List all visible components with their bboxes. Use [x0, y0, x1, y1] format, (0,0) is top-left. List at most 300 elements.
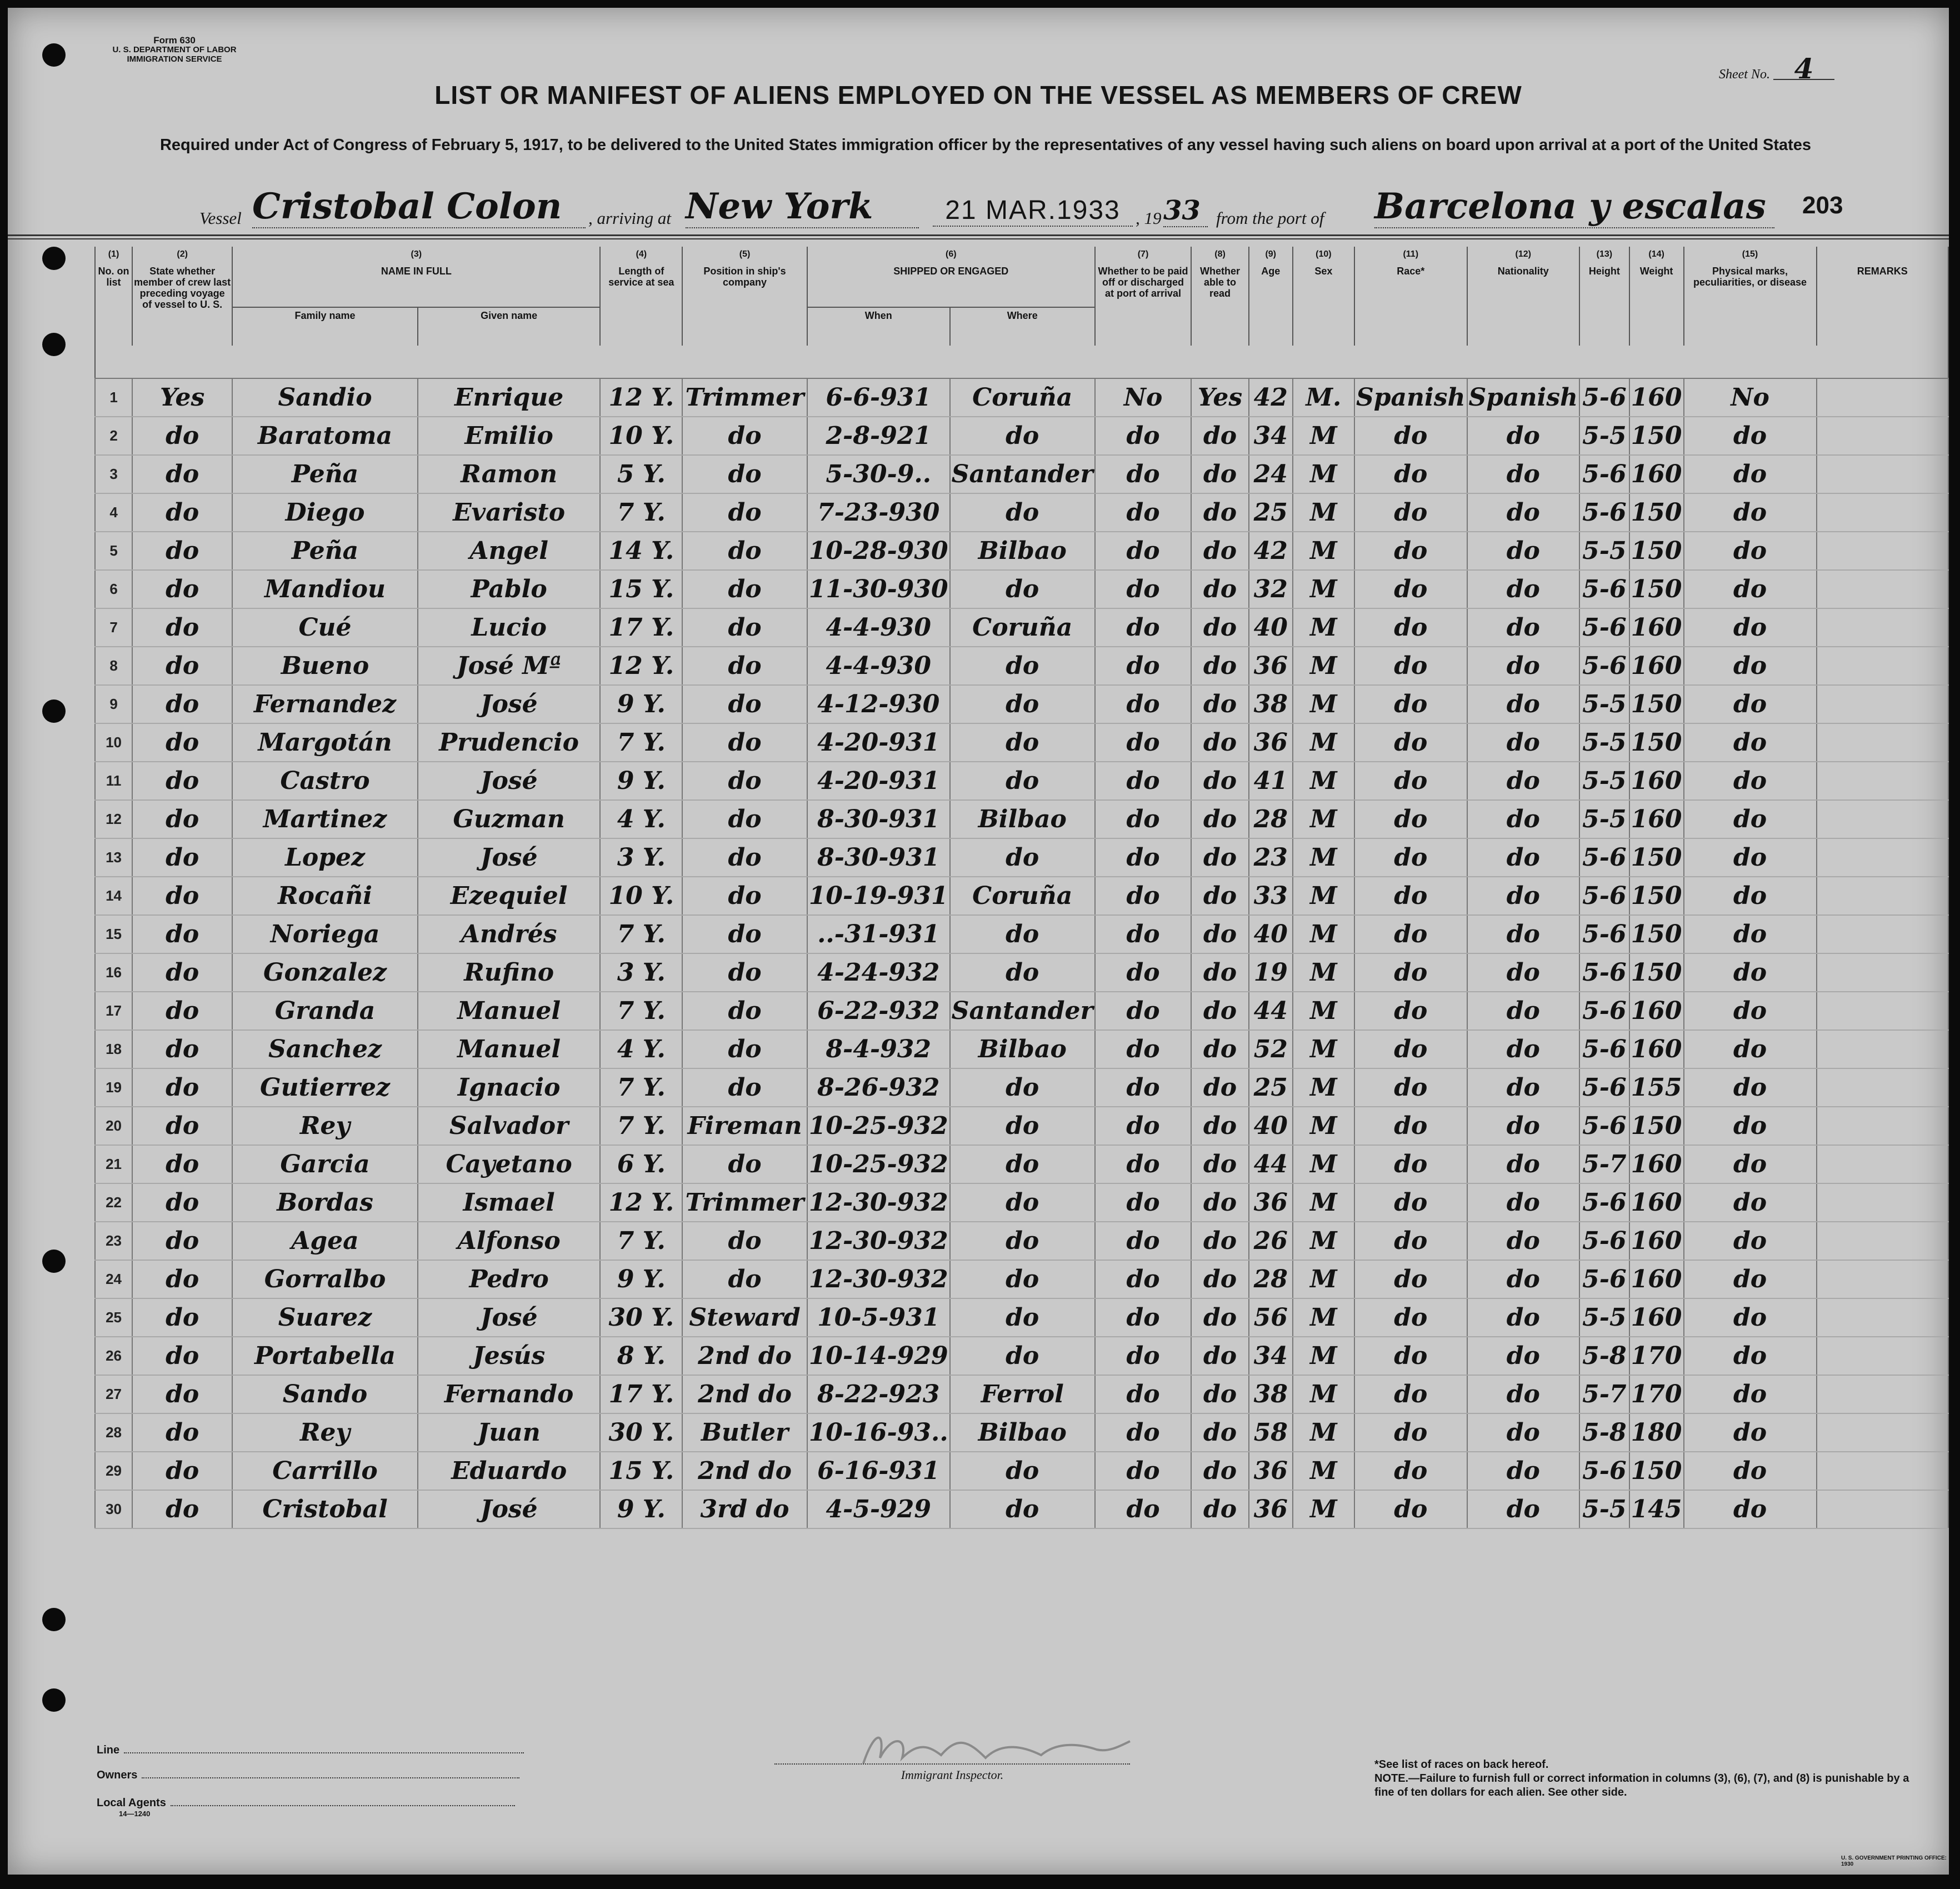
cell-when: 12-30-932: [807, 1183, 950, 1222]
cell-nat: do: [1467, 608, 1580, 647]
table-row: [95, 608, 1948, 647]
cell-position: do: [682, 992, 807, 1030]
cell-race: do: [1354, 992, 1467, 1030]
col-position-header: Position in ship's company: [703, 266, 786, 288]
cell-paid: do: [1095, 417, 1192, 455]
cell-weight: 170: [1629, 1337, 1684, 1375]
cell-where: do: [950, 1337, 1095, 1375]
cell-read: do: [1191, 723, 1248, 762]
cell-marks: do: [1684, 800, 1817, 838]
cell-position: do: [682, 647, 807, 685]
owners-label: Owners: [97, 1769, 138, 1781]
cell-age: 40: [1249, 1107, 1293, 1145]
cell-marks: do: [1684, 493, 1817, 532]
cell-prev: do: [132, 915, 232, 953]
cell-age: 44: [1249, 1145, 1293, 1183]
cell-where: do: [950, 1222, 1095, 1260]
cell-service: 9 Y.: [600, 1260, 682, 1298]
cell-age: 42: [1249, 378, 1293, 417]
cell-no: 30: [95, 1490, 132, 1528]
cell-height: 5-8: [1579, 1413, 1629, 1452]
cell-nat: do: [1467, 1337, 1580, 1375]
cell-nat: do: [1467, 953, 1580, 992]
cell-when: 10-16-93..: [807, 1413, 950, 1452]
cell-when: 8-30-931: [807, 800, 950, 838]
col-where-header: Where: [950, 307, 1095, 346]
cell-race: do: [1354, 762, 1467, 800]
cell-given: José: [418, 685, 601, 723]
table-row: [95, 1107, 1948, 1145]
cell-where: do: [950, 1260, 1095, 1298]
cell-paid: do: [1095, 992, 1192, 1030]
cell-where: Bilbao: [950, 1413, 1095, 1452]
cell-prev: Yes: [132, 378, 232, 417]
cell-when: 10-25-932: [807, 1107, 950, 1145]
cell-age: 25: [1249, 1068, 1293, 1107]
cell-sex: M: [1293, 1452, 1354, 1490]
cell-marks: do: [1684, 1413, 1817, 1452]
cell-remarks: [1817, 647, 1949, 685]
punch-hole: [42, 1688, 66, 1712]
cell-remarks: [1817, 1413, 1949, 1452]
cell-race: do: [1354, 1030, 1467, 1068]
cell-given: Prudencio: [418, 723, 601, 762]
cell-height: 5-8: [1579, 1337, 1629, 1375]
table-row: [95, 838, 1948, 877]
cell-race: do: [1354, 685, 1467, 723]
cell-paid: do: [1095, 953, 1192, 992]
cell-when: 4-4-930: [807, 647, 950, 685]
cell-nat: do: [1467, 877, 1580, 915]
cell-no: 5: [95, 532, 132, 570]
cell-where: do: [950, 1490, 1095, 1528]
cell-position: do: [682, 417, 807, 455]
cell-age: 56: [1249, 1298, 1293, 1337]
cell-family: Carrillo: [232, 1452, 418, 1490]
cell-paid: do: [1095, 455, 1192, 493]
cell-nat: do: [1467, 1375, 1580, 1413]
cell-sex: M: [1293, 915, 1354, 953]
cell-remarks: [1817, 532, 1949, 570]
cell-when: 4-24-932: [807, 953, 950, 992]
cell-race: do: [1354, 1145, 1467, 1183]
from-port-label: from the port of: [1216, 208, 1324, 228]
cell-age: 36: [1249, 1183, 1293, 1222]
punch-hole: [42, 43, 66, 67]
year-prefix: , 19: [1136, 208, 1162, 228]
cell-where: do: [950, 1145, 1095, 1183]
cell-when: 5-30-9..: [807, 455, 950, 493]
cell-sex: M: [1293, 992, 1354, 1030]
cell-position: do: [682, 838, 807, 877]
cell-marks: do: [1684, 1145, 1817, 1183]
cell-remarks: [1817, 992, 1949, 1030]
cell-where: Santander: [950, 992, 1095, 1030]
col-nationality-header: Nationality: [1497, 266, 1549, 277]
cell-prev: do: [132, 1298, 232, 1337]
cell-paid: do: [1095, 1452, 1192, 1490]
arrival-port: New York: [686, 186, 919, 228]
cell-paid: do: [1095, 1413, 1192, 1452]
cell-height: 5-6: [1579, 1183, 1629, 1222]
cell-race: do: [1354, 800, 1467, 838]
cell-position: do: [682, 1222, 807, 1260]
cell-when: ..-31-931: [807, 915, 950, 953]
cell-read: do: [1191, 570, 1248, 608]
service-name: IMMIGRATION SERVICE: [127, 54, 222, 64]
cell-paid: do: [1095, 1375, 1192, 1413]
cell-position: Butler: [682, 1413, 807, 1452]
cell-given: Evaristo: [418, 493, 601, 532]
cell-remarks: [1817, 1375, 1949, 1413]
sheet-value: 4: [1773, 59, 1834, 80]
cell-family: Agea: [232, 1222, 418, 1260]
cell-family: Peña: [232, 455, 418, 493]
cell-paid: do: [1095, 1145, 1192, 1183]
cell-remarks: [1817, 417, 1949, 455]
cell-where: Coruña: [950, 877, 1095, 915]
cell-marks: do: [1684, 532, 1817, 570]
cell-paid: do: [1095, 915, 1192, 953]
cell-paid: do: [1095, 685, 1192, 723]
cell-family: Sanchez: [232, 1030, 418, 1068]
cell-read: do: [1191, 838, 1248, 877]
cell-given: Eduardo: [418, 1452, 601, 1490]
cell-age: 36: [1249, 647, 1293, 685]
cell-prev: do: [132, 1107, 232, 1145]
cell-service: 3 Y.: [600, 838, 682, 877]
cell-service: 7 Y.: [600, 723, 682, 762]
table-row: [95, 1145, 1948, 1183]
cell-position: do: [682, 1030, 807, 1068]
cell-height: 5-5: [1579, 417, 1629, 455]
cell-no: 20: [95, 1107, 132, 1145]
cell-where: Coruña: [950, 378, 1095, 417]
cell-position: do: [682, 493, 807, 532]
cell-paid: do: [1095, 647, 1192, 685]
cell-remarks: [1817, 723, 1949, 762]
cell-nat: do: [1467, 762, 1580, 800]
cell-weight: 160: [1629, 800, 1684, 838]
cell-position: do: [682, 1068, 807, 1107]
table-row: [95, 570, 1948, 608]
header-rule-secondary: [8, 238, 1949, 239]
cell-service: 4 Y.: [600, 1030, 682, 1068]
cell-nat: do: [1467, 1452, 1580, 1490]
cell-when: 10-14-929: [807, 1337, 950, 1375]
table-row: [95, 1222, 1948, 1260]
cell-sex: M: [1293, 1490, 1354, 1528]
cell-service: 15 Y.: [600, 570, 682, 608]
table-row: [95, 953, 1948, 992]
col-no-header: No. on list: [98, 266, 129, 288]
cell-remarks: [1817, 838, 1949, 877]
cell-weight: 150: [1629, 915, 1684, 953]
cell-where: Bilbao: [950, 800, 1095, 838]
cell-height: 5-5: [1579, 762, 1629, 800]
cell-weight: 160: [1629, 378, 1684, 417]
cell-nat: do: [1467, 992, 1580, 1030]
cell-height: 5-5: [1579, 723, 1629, 762]
cell-family: Rocañi: [232, 877, 418, 915]
cell-marks: do: [1684, 608, 1817, 647]
cell-height: 5-5: [1579, 532, 1629, 570]
document-subtitle: Required under Act of Congress of February 5, 1917, to be delivered to the United States immigration officer by the representatives of any vessel having such aliens on board upon arrival at a port of the United States: [159, 136, 1812, 154]
cell-when: 7-23-930: [807, 493, 950, 532]
table-header-row: (1) No. on list (2) State whether member of crew last preceding voyage of vessel to U. S. (3) NAME IN FULL (4) Length of service at sea (5) Position in ship's company (6) SHIPPED OR ENGAGED (7) Whether to be paid off or discharged at port of arrival (8) Whether able to read (9) Age (10) Sex (11) Race* (12) Nationality (13) Height (14) Weight (15) Physical marks, peculiarities, or disease REMARKS: [95, 247, 1948, 307]
cell-race: do: [1354, 953, 1467, 992]
cell-age: 41: [1249, 762, 1293, 800]
cell-prev: do: [132, 877, 232, 915]
cell-sex: M: [1293, 1413, 1354, 1452]
cell-race: do: [1354, 1260, 1467, 1298]
cell-read: do: [1191, 1337, 1248, 1375]
cell-family: Granda: [232, 992, 418, 1030]
cell-marks: do: [1684, 1337, 1817, 1375]
cell-prev: do: [132, 1145, 232, 1183]
cell-weight: 145: [1629, 1490, 1684, 1528]
cell-when: 10-19-931: [807, 877, 950, 915]
cell-service: 10 Y.: [600, 417, 682, 455]
vessel-name: Cristobal Colon: [252, 186, 586, 228]
cell-when: 4-4-930: [807, 608, 950, 647]
cell-weight: 150: [1629, 953, 1684, 992]
cell-age: 44: [1249, 992, 1293, 1030]
cell-given: José: [418, 762, 601, 800]
cell-weight: 160: [1629, 762, 1684, 800]
cell-sex: M: [1293, 417, 1354, 455]
cell-weight: 160: [1629, 1260, 1684, 1298]
cell-height: 5-6: [1579, 1260, 1629, 1298]
cell-no: 18: [95, 1030, 132, 1068]
cell-marks: do: [1684, 417, 1817, 455]
cell-height: 5-6: [1579, 1030, 1629, 1068]
cell-given: José: [418, 1298, 601, 1337]
cell-family: Cristobal: [232, 1490, 418, 1528]
cell-race: do: [1354, 915, 1467, 953]
cell-given: Fernando: [418, 1375, 601, 1413]
cell-sex: M: [1293, 953, 1354, 992]
cell-given: José: [418, 1490, 601, 1528]
cell-no: 7: [95, 608, 132, 647]
departure-port: Barcelona y escalas: [1374, 186, 1774, 228]
cell-remarks: [1817, 800, 1949, 838]
cell-where: do: [950, 838, 1095, 877]
cell-remarks: [1817, 953, 1949, 992]
col-paid-off-header: Whether to be paid off or discharged at port of arrival: [1098, 266, 1188, 299]
cell-family: Gonzalez: [232, 953, 418, 992]
cell-nat: do: [1467, 838, 1580, 877]
cell-family: Bordas: [232, 1183, 418, 1222]
cell-given: Salvador: [418, 1107, 601, 1145]
cell-given: Enrique: [418, 378, 601, 417]
cell-paid: No: [1095, 378, 1192, 417]
cell-age: 58: [1249, 1413, 1293, 1452]
cell-service: 17 Y.: [600, 1375, 682, 1413]
owners-field: [97, 1769, 519, 1782]
vessel-line: [8, 183, 1949, 233]
table-row: [95, 1413, 1948, 1452]
cell-marks: do: [1684, 1068, 1817, 1107]
cell-family: Sandio: [232, 378, 418, 417]
cell-when: 10-28-930: [807, 532, 950, 570]
cell-height: 5-5: [1579, 685, 1629, 723]
agents-code: 14—1240: [119, 1810, 151, 1818]
cell-weight: 150: [1629, 723, 1684, 762]
cell-when: 4-20-931: [807, 762, 950, 800]
form-number: Form 630: [153, 35, 196, 46]
cell-position: do: [682, 608, 807, 647]
cell-height: 5-6: [1579, 647, 1629, 685]
cell-marks: do: [1684, 915, 1817, 953]
table-row: [95, 1337, 1948, 1375]
cell-remarks: [1817, 1337, 1949, 1375]
cell-position: do: [682, 723, 807, 762]
col-name-header: NAME IN FULL: [381, 266, 452, 277]
cell-remarks: [1817, 608, 1949, 647]
cell-prev: do: [132, 1452, 232, 1490]
agents-field: [97, 1797, 515, 1818]
cell-weight: 160: [1629, 1222, 1684, 1260]
cell-given: Lucio: [418, 608, 601, 647]
cell-position: do: [682, 570, 807, 608]
cell-given: Ramon: [418, 455, 601, 493]
cell-prev: do: [132, 570, 232, 608]
cell-nat: do: [1467, 915, 1580, 953]
cell-family: Castro: [232, 762, 418, 800]
cell-position: do: [682, 455, 807, 493]
cell-paid: do: [1095, 1030, 1192, 1068]
cell-nat: do: [1467, 532, 1580, 570]
cell-read: do: [1191, 1222, 1248, 1260]
cell-family: Gutierrez: [232, 1068, 418, 1107]
cell-family: Diego: [232, 493, 418, 532]
cell-height: 5-6: [1579, 570, 1629, 608]
cell-given: Jesús: [418, 1337, 601, 1375]
cell-age: 40: [1249, 608, 1293, 647]
table-row: [95, 532, 1948, 570]
cell-where: do: [950, 723, 1095, 762]
cell-given: Emilio: [418, 417, 601, 455]
cell-marks: do: [1684, 1030, 1817, 1068]
cell-read: do: [1191, 685, 1248, 723]
cell-position: do: [682, 915, 807, 953]
cell-prev: do: [132, 685, 232, 723]
cell-family: Fernandez: [232, 685, 418, 723]
cell-age: 36: [1249, 723, 1293, 762]
table-row: [95, 992, 1948, 1030]
col-age-header: Age: [1261, 266, 1281, 277]
cell-where: do: [950, 1298, 1095, 1337]
cell-race: Spanish: [1354, 378, 1467, 417]
punch-hole: [42, 1608, 66, 1631]
cell-family: Rey: [232, 1107, 418, 1145]
cell-weight: 160: [1629, 608, 1684, 647]
cell-no: 9: [95, 685, 132, 723]
cell-paid: do: [1095, 1490, 1192, 1528]
vessel-label: Vessel: [199, 208, 242, 228]
cell-read: do: [1191, 1413, 1248, 1452]
cell-no: 15: [95, 915, 132, 953]
cell-family: Cué: [232, 608, 418, 647]
cell-sex: M: [1293, 647, 1354, 685]
cell-remarks: [1817, 455, 1949, 493]
cell-sex: M: [1293, 1068, 1354, 1107]
cell-prev: do: [132, 532, 232, 570]
cell-given: José Mª: [418, 647, 601, 685]
cell-height: 5-6: [1579, 455, 1629, 493]
cell-weight: 160: [1629, 992, 1684, 1030]
cell-no: 17: [95, 992, 132, 1030]
cell-race: do: [1354, 1107, 1467, 1145]
cell-service: 7 Y.: [600, 1222, 682, 1260]
cell-given: Ignacio: [418, 1068, 601, 1107]
list-number: 203: [1802, 192, 1843, 219]
cell-position: 2nd do: [682, 1337, 807, 1375]
punch-hole: [42, 247, 66, 270]
cell-where: Coruña: [950, 608, 1095, 647]
cell-when: 6-16-931: [807, 1452, 950, 1490]
cell-nat: do: [1467, 1260, 1580, 1298]
cell-marks: do: [1684, 1452, 1817, 1490]
cell-where: Ferrol: [950, 1375, 1095, 1413]
cell-remarks: [1817, 915, 1949, 953]
cell-height: 5-5: [1579, 800, 1629, 838]
cell-given: Alfonso: [418, 1222, 601, 1260]
cell-no: 6: [95, 570, 132, 608]
arriving-label: , arriving at: [588, 208, 671, 228]
cell-sex: M: [1293, 1222, 1354, 1260]
cell-age: 24: [1249, 455, 1293, 493]
cell-read: do: [1191, 1260, 1248, 1298]
cell-height: 5-6: [1579, 1107, 1629, 1145]
cell-read: do: [1191, 1298, 1248, 1337]
cell-marks: do: [1684, 838, 1817, 877]
cell-sex: M: [1293, 723, 1354, 762]
cell-read: do: [1191, 992, 1248, 1030]
agents-label: Local Agents: [97, 1797, 166, 1809]
cell-nat: do: [1467, 685, 1580, 723]
cell-sex: M: [1293, 493, 1354, 532]
cell-read: do: [1191, 1183, 1248, 1222]
cell-marks: do: [1684, 685, 1817, 723]
cell-prev: do: [132, 762, 232, 800]
cell-read: do: [1191, 417, 1248, 455]
cell-given: Guzman: [418, 800, 601, 838]
cell-sex: M: [1293, 1260, 1354, 1298]
cell-given: Angel: [418, 532, 601, 570]
cell-service: 10 Y.: [600, 877, 682, 915]
cell-where: do: [950, 417, 1095, 455]
cell-service: 30 Y.: [600, 1298, 682, 1337]
cell-prev: do: [132, 608, 232, 647]
cell-where: do: [950, 915, 1095, 953]
cell-no: 8: [95, 647, 132, 685]
cell-family: Gorralbo: [232, 1260, 418, 1298]
cell-read: do: [1191, 1107, 1248, 1145]
cell-when: 12-30-932: [807, 1260, 950, 1298]
table-row: [95, 1452, 1948, 1490]
cell-weight: 150: [1629, 1452, 1684, 1490]
cell-age: 42: [1249, 532, 1293, 570]
cell-height: 5-7: [1579, 1375, 1629, 1413]
cell-race: do: [1354, 1452, 1467, 1490]
cell-sex: M: [1293, 762, 1354, 800]
cell-weight: 160: [1629, 1030, 1684, 1068]
col-family-name-header: Family name: [232, 307, 418, 346]
cell-nat: do: [1467, 1030, 1580, 1068]
cell-when: 4-12-930: [807, 685, 950, 723]
